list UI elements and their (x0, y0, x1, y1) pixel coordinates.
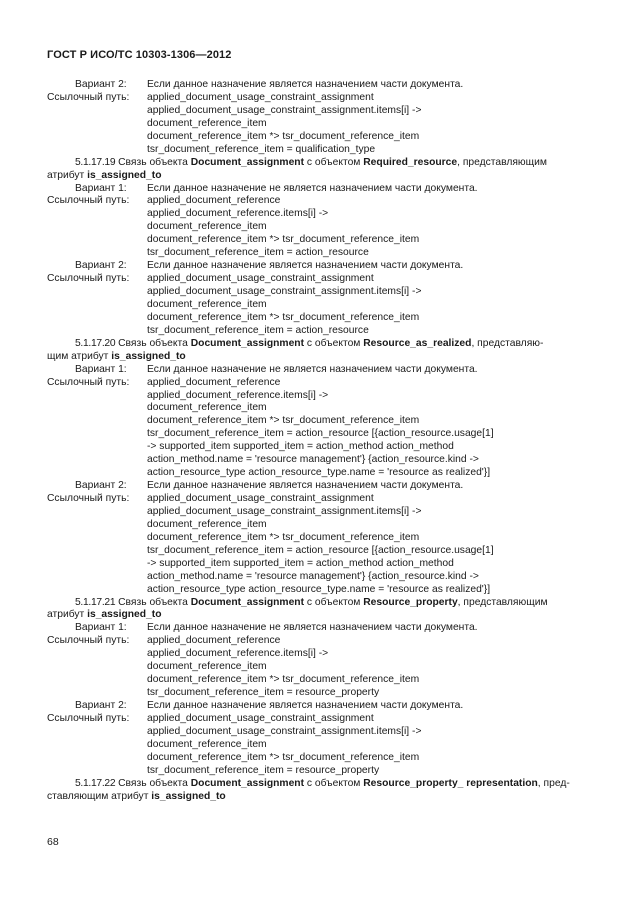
mapping-line (0, 584, 630, 597)
mapping-line (0, 441, 630, 454)
mapping-text: tsr_document_reference_item = action_resource [{action_resource.usage[1] (147, 428, 494, 440)
mapping-line (0, 195, 630, 208)
variant-label: Вариант 2: (75, 260, 127, 272)
variant-label: Вариант 2: (75, 480, 127, 492)
mapping-text: document_reference_item (147, 402, 267, 414)
mapping-line (0, 221, 630, 234)
section-heading (0, 597, 630, 610)
mapping-text: tsr_document_reference_item = action_resource [{action_resource.usage[1] (147, 544, 494, 556)
mapping-text: Если данное назначение не является назначением части документа. (147, 622, 478, 634)
mapping-line (0, 661, 630, 674)
mapping-line (0, 454, 630, 467)
continuation-text (47, 609, 162, 622)
mapping-line (0, 700, 630, 713)
mapping-line (0, 79, 630, 92)
page-header: ГОСТ Р ИСО/ТС 10303-1306—2012 (47, 49, 232, 61)
attribute-name: is_assigned_to (151, 790, 226, 802)
mapping-text: Если данное назначение является назначением части документа. (147, 700, 464, 711)
mapping-line (0, 739, 630, 752)
section-text: , представляющим (457, 156, 547, 168)
mapping-text: document_reference_item (147, 738, 267, 750)
mapping-text: applied_document_usage_constraint_assignment.items[i] -> (147, 505, 422, 517)
mapping-line (0, 260, 630, 273)
section-heading (0, 338, 630, 351)
variant-label: Вариант 1: (75, 363, 127, 375)
mapping-text: action_resource_type action_resource_type.name = 'resource as realized'}] (147, 583, 491, 595)
mapping-text: -> supported_item supported_item = action_method action_method (147, 441, 454, 453)
mapping-line (0, 428, 630, 441)
section-text: Связь объекта (118, 156, 188, 168)
mapping-text: Если данное назначение является назначением части документа. (147, 79, 464, 90)
mapping-text: applied_document_reference (147, 195, 281, 207)
mapping-text: applied_document_reference (147, 376, 281, 388)
mapping-text: tsr_document_reference_item = action_resource (147, 324, 369, 336)
section-text: Связь объекта (118, 777, 188, 789)
mapping-text: applied_document_usage_constraint_assignment.items[i] -> (147, 286, 422, 297)
reference-path-label: Ссылочный путь: (47, 273, 130, 285)
mapping-line (0, 131, 630, 144)
mapping-line (0, 506, 630, 519)
mapping-text: applied_document_reference.items[i] -> (147, 648, 329, 660)
section-heading-text (75, 778, 570, 791)
variant-label: Вариант 1: (75, 622, 127, 634)
mapping-line (0, 247, 630, 260)
entity-name: Document_assignment (190, 596, 305, 608)
mapping-text: action_method.name = 'resource management'} {action_resource.kind -> (147, 570, 479, 582)
section-text: , представляю- (471, 337, 544, 349)
mapping-text: applied_document_usage_constraint_assignment (147, 712, 374, 724)
mapping-text: document_reference_item (147, 221, 267, 233)
mapping-line (0, 118, 630, 131)
mapping-line (0, 545, 630, 558)
section-text: , пред- (537, 777, 570, 789)
entity-name: Document_assignment (190, 337, 305, 349)
mapping-line (0, 752, 630, 765)
entity-name: Resource_property (363, 596, 458, 608)
mapping-line (0, 532, 630, 545)
entity-name: Resource_as_realized (363, 337, 472, 349)
mapping-text: document_reference_item (147, 298, 267, 310)
reference-path-label: Ссылочный путь: (47, 635, 130, 647)
mapping-line (0, 519, 630, 532)
mapping-line (0, 726, 630, 739)
page-number: 68 (47, 836, 59, 848)
mapping-text: document_reference_item *> tsr_document_reference_item (147, 130, 420, 142)
section-text: с объектом (306, 156, 361, 168)
mapping-line (0, 635, 630, 648)
mapping-text: document_reference_item *> tsr_document_reference_item (147, 751, 420, 763)
reference-path-label: Ссылочный путь: (47, 493, 130, 504)
document-body (0, 79, 630, 804)
section-text: с объектом (306, 337, 361, 349)
reference-path-label: Ссылочный путь: (47, 91, 130, 103)
mapping-line (0, 713, 630, 726)
mapping-text: document_reference_item *> tsr_document_reference_item (147, 311, 420, 323)
mapping-line (0, 558, 630, 571)
mapping-text: Если данное назначение не является назначением части документа. (147, 182, 478, 194)
mapping-line (0, 687, 630, 700)
mapping-line (0, 467, 630, 480)
mapping-text: applied_document_usage_constraint_assignment (147, 273, 374, 285)
mapping-text: document_reference_item *> tsr_document_reference_item (147, 234, 420, 246)
mapping-line (0, 144, 630, 157)
attribute-name: is_assigned_to (87, 609, 162, 621)
continuation-text (47, 791, 226, 804)
mapping-line (0, 299, 630, 312)
section-number: 5.1.17.22 (75, 777, 116, 789)
attribute-name: is_assigned_to (111, 350, 186, 362)
mapping-line (0, 480, 630, 493)
mapping-line (0, 674, 630, 687)
section-number: 5.1.17.19 (75, 156, 116, 168)
entity-name: Document_assignment (190, 777, 305, 789)
section-text: с объектом (306, 596, 361, 608)
section-text: , представляющим (457, 596, 548, 608)
mapping-text: document_reference_item (147, 518, 267, 530)
continuation-text (47, 170, 162, 183)
mapping-line (0, 234, 630, 247)
section-text: ставляющим атрибут (47, 790, 149, 802)
section-text: Связь объекта (118, 337, 188, 349)
mapping-text: applied_document_usage_constraint_assignment (147, 91, 374, 103)
variant-label: Вариант 1: (75, 182, 127, 194)
mapping-line (0, 92, 630, 105)
entity-name: Required_resource (363, 156, 458, 168)
section-heading-continuation (0, 609, 630, 622)
mapping-text: applied_document_reference.items[i] -> (147, 208, 329, 220)
mapping-line (0, 105, 630, 118)
mapping-text: document_reference_item *> tsr_document_reference_item (147, 531, 420, 543)
mapping-line (0, 273, 630, 286)
section-heading-continuation (0, 170, 630, 183)
reference-path-label: Ссылочный путь: (47, 712, 130, 724)
entity-name: Resource_property_ representation (363, 777, 538, 789)
mapping-text: tsr_document_reference_item = action_resource (147, 247, 369, 259)
mapping-line (0, 390, 630, 403)
mapping-text: applied_document_reference.items[i] -> (147, 389, 329, 401)
mapping-text: tsr_document_reference_item = qualification_type (147, 143, 376, 155)
mapping-line (0, 648, 630, 661)
mapping-text: document_reference_item (147, 117, 267, 129)
mapping-line (0, 312, 630, 325)
variant-label: Вариант 2: (75, 79, 127, 90)
mapping-line (0, 402, 630, 415)
section-heading (0, 157, 630, 170)
attribute-name: is_assigned_to (87, 169, 162, 181)
continuation-text (47, 351, 186, 364)
section-number: 5.1.17.20 (75, 337, 116, 349)
section-number: 5.1.17.21 (75, 596, 116, 608)
mapping-text: Если данное назначение не является назначением части документа. (147, 363, 478, 375)
mapping-text: applied_document_usage_constraint_assignment.items[i] -> (147, 725, 422, 737)
mapping-text: document_reference_item *> tsr_document_reference_item (147, 674, 420, 686)
section-text: с объектом (306, 777, 361, 789)
mapping-text: tsr_document_reference_item = resource_property (147, 687, 380, 699)
mapping-line (0, 765, 630, 778)
mapping-line (0, 377, 630, 390)
mapping-text: action_resource_type action_resource_type.name = 'resource as realized'}] (147, 467, 491, 479)
section-heading-text (75, 338, 543, 351)
mapping-text: document_reference_item *> tsr_document_reference_item (147, 415, 420, 427)
section-heading-continuation (0, 791, 630, 804)
section-text: Связь объекта (118, 596, 188, 608)
section-text: атрибут (47, 609, 85, 621)
section-heading-text (75, 157, 547, 170)
mapping-text: applied_document_reference (147, 635, 281, 647)
reference-path-label: Ссылочный путь: (47, 376, 130, 388)
mapping-line (0, 622, 630, 635)
mapping-line (0, 286, 630, 299)
section-heading (0, 778, 630, 791)
mapping-line (0, 183, 630, 196)
mapping-text: applied_document_usage_constraint_assignment.items[i] -> (147, 104, 422, 116)
mapping-line (0, 571, 630, 584)
section-heading-continuation (0, 351, 630, 364)
mapping-text: document_reference_item (147, 661, 267, 673)
mapping-line (0, 208, 630, 221)
mapping-text: Если данное назначение является назначением части документа. (147, 480, 464, 492)
entity-name: Document_assignment (190, 156, 305, 168)
mapping-text: Если данное назначение является назначением части документа. (147, 260, 464, 272)
section-text: щим атрибут (47, 350, 109, 362)
mapping-text: action_method.name = 'resource management'} {action_resource.kind -> (147, 454, 479, 466)
mapping-line (0, 415, 630, 428)
mapping-line (0, 364, 630, 377)
section-text: атрибут (47, 169, 85, 181)
mapping-text: tsr_document_reference_item = resource_property (147, 764, 380, 776)
mapping-line (0, 493, 630, 506)
mapping-text: -> supported_item supported_item = action_method action_method (147, 557, 454, 569)
mapping-line (0, 325, 630, 338)
mapping-text: applied_document_usage_constraint_assignment (147, 493, 374, 504)
section-heading-text (75, 597, 548, 610)
variant-label: Вариант 2: (75, 700, 127, 711)
reference-path-label: Ссылочный путь: (47, 195, 130, 207)
